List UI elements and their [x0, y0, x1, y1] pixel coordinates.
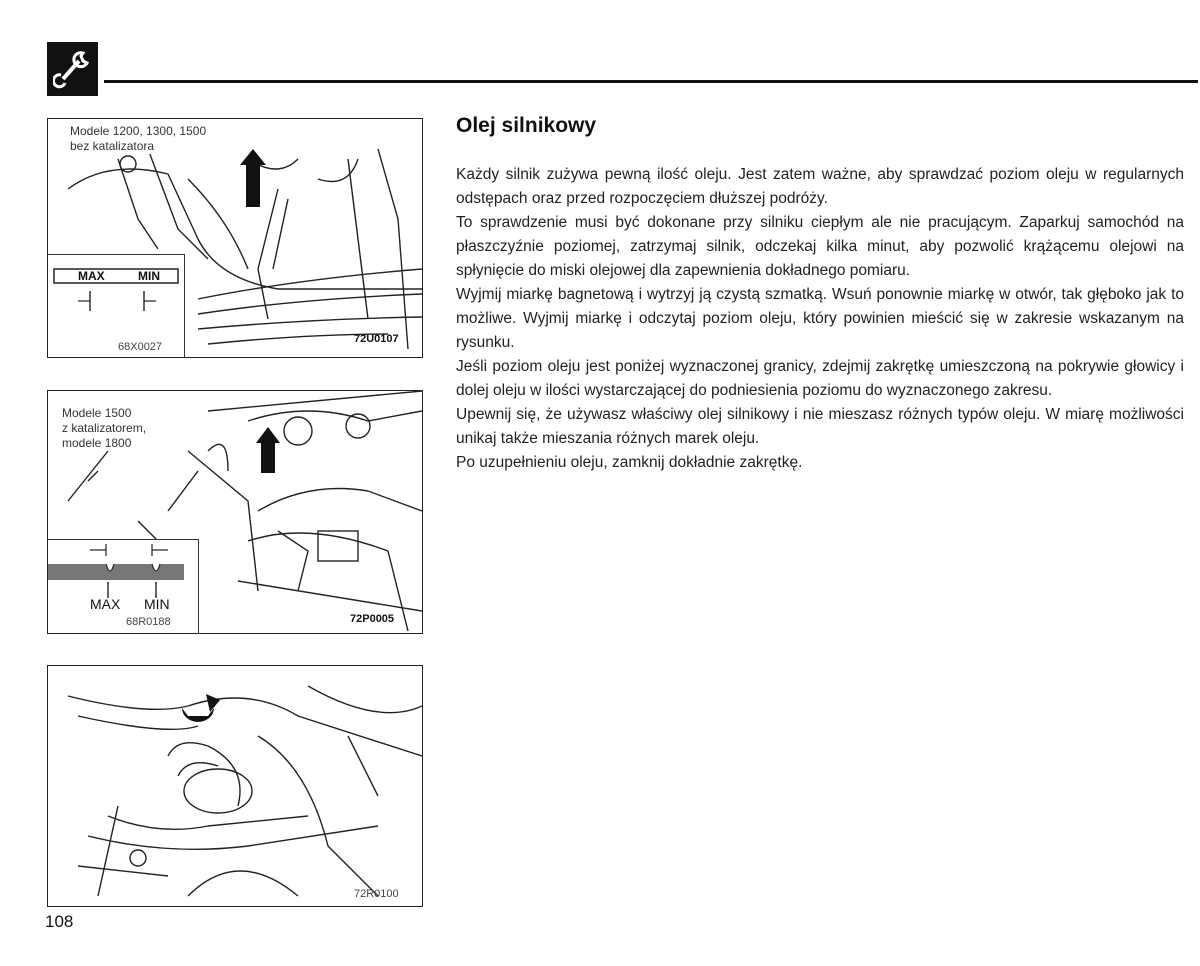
- header-rule: [104, 80, 1198, 83]
- section-wrench-icon: [47, 42, 98, 96]
- figure-caption: Modele 1500 z katalizatorem, modele 1800: [62, 406, 147, 450]
- oil-filler-cap-illustration: [48, 666, 422, 906]
- wrench-icon: [53, 47, 93, 91]
- article-paragraph: Po uzupełnieniu oleju, zamknij dokładnie zakrętkę.: [456, 454, 803, 471]
- dipstick-marks-diagram: [48, 255, 184, 358]
- article-paragraph: Jeśli poziom oleju jest poniżej wyznaczonej granicy, zdejmij zakrętkę umieszczoną na pokrywie głowicy i dolej oleju w ilości wystarczającej do podniesienia poziomu do wyznaczonego zakresu.: [456, 358, 1184, 399]
- article-paragraph: Wyjmij miarkę bagnetową i wytrzyj ją czystą szmatką. Wsuń ponownie miarkę w otwór, tak głęboko jak to możliwe. Wyjmij miarkę i odczytaj poziom oleju, który powinien mieścić się w zakresie wskazanym na rysunku.: [456, 286, 1184, 351]
- figure-reference-code: 72P0005: [350, 613, 395, 625]
- page-number: 108: [45, 912, 74, 931]
- inset-reference-code: 68X0027: [118, 341, 163, 353]
- dipstick-inset: [47, 539, 199, 634]
- min-mark-label: MIN: [144, 596, 170, 612]
- max-mark-label: MAX: [90, 596, 121, 612]
- figure-reference-code: 72R0100: [354, 888, 399, 900]
- figure-dipstick-with-catalyst: [47, 390, 423, 634]
- article-title: Olej silnikowy: [456, 114, 597, 137]
- min-mark-label: MIN: [138, 269, 160, 283]
- article-paragraph: To sprawdzenie musi być dokonane przy silniku ciepłym ale nie pracującym. Zaparkuj samochód na płaszczyźnie poziomej, zatrzymaj silnik, odczekaj kilka minut, aby pozwolić krążącemu olejowi na spłynięcie do miski olejowej dla zapewnienia dokładnego pomiaru.: [456, 214, 1184, 279]
- article-body: [456, 163, 1184, 475]
- article-paragraph: Każdy silnik zużywa pewną ilość oleju. Jest zatem ważne, aby sprawdzać poziom oleju w regularnych odstępach oraz przed rozpoczęciem dłuższej podróży.: [456, 166, 1184, 207]
- figure-reference-code: 72U0107: [354, 333, 399, 345]
- figure-dipstick-without-catalyst: [47, 118, 423, 358]
- dipstick-marks-diagram: [48, 540, 198, 634]
- figure-caption: Modele 1200, 1300, 1500 bez katalizatora: [70, 124, 207, 153]
- article-paragraph: Upewnij się, że używasz właściwy olej silnikowy i nie mieszasz różnych typów oleju. W miarę możliwości unikaj także mieszania różnych marek oleju.: [456, 406, 1184, 447]
- dipstick-inset: [47, 254, 185, 358]
- figure-oil-filler-cap: [47, 665, 423, 907]
- max-mark-label: MAX: [78, 269, 105, 283]
- inset-reference-code: 68R0188: [126, 616, 171, 628]
